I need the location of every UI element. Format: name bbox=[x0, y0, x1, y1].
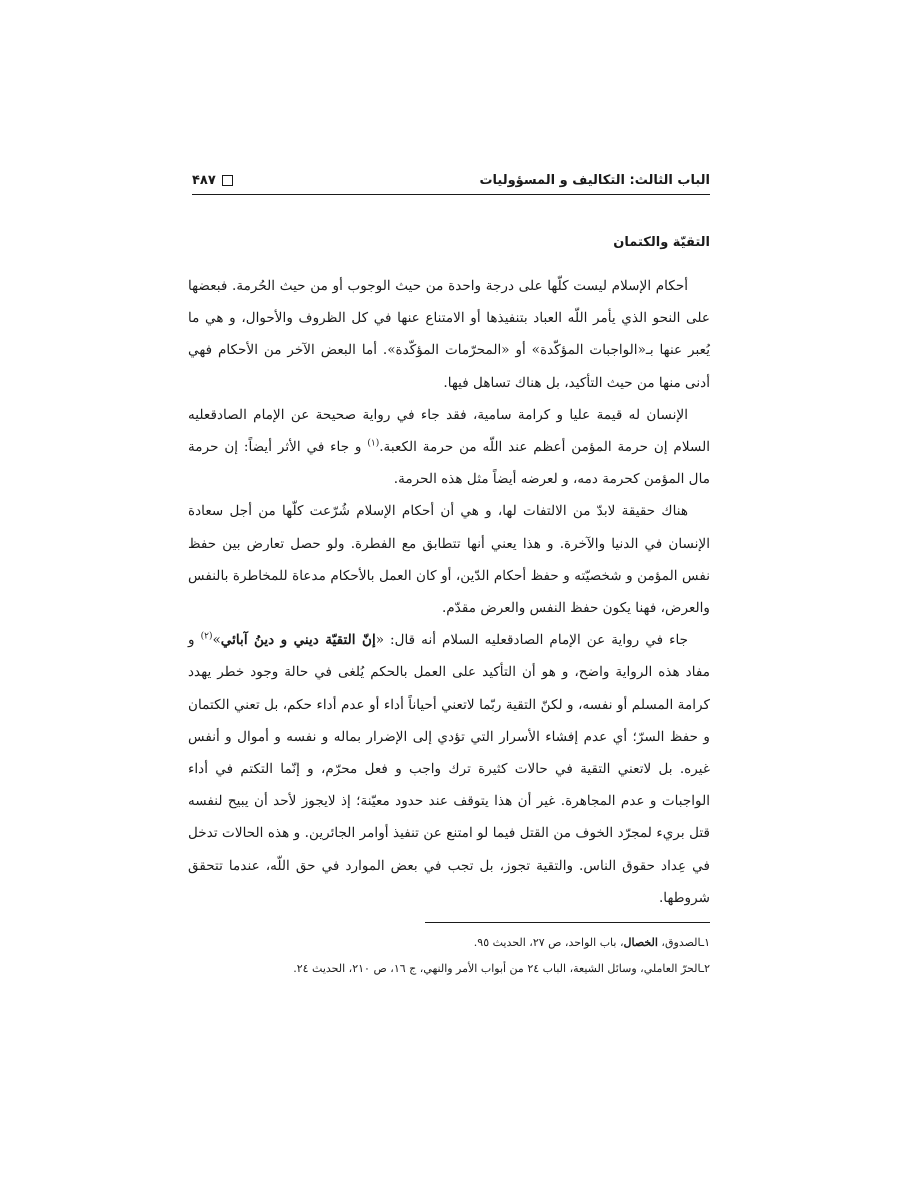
footnote-author: الحرّ العاملي، bbox=[636, 962, 701, 975]
paragraph-text: الإنسان له قيمة عليا و كرامة سامية، فقد جاء في رواية صحيحة عن الإمام الصادقعليه السلام إن حرمة المؤمن أعظم عند اللّه من حرمة الكعبة. bbox=[188, 406, 710, 456]
footnote-citation: ، باب الواحد، ص ٢٧، الحديث ٩٥. bbox=[473, 936, 624, 949]
paragraph-text: و مفاد هذه الرواية واضح، و هو أن التأكيد على العمل بالحكم يُلغى في حالة وجود خطر يهدد كرامة المسلم أو نفسه، و لكنّ التقية ربّما لاتعني أحياناً أداء أو عدم أداء حكم، بل تعني الكتمان و حفظ السرّ؛ أي عدم إفشاء الأسرار التي تؤدي إلى الإضرار بماله و نفسه و أموال و أنفس غيره. بل لاتعني التقية في حالات كثيرة ترك واجب و فعل محرّم، و إنّما التكتم في أداء الواجبات و عدم المجاهرة. غير أن هذا يتوقف عند حدود معيّنة؛ إذ لايجوز لأحد أن يبيح لنفسه قتل بريء لمجرّد الخوف من القتل فيما لو امتنع عن تنفيذ أوامر الجائرين. و هذه الحالات تدخل في عِداد حقوق الناس. والتقية تجوز، بل تجب في بعض الموارد في حق اللّه، عندما تتحقق شروطها. bbox=[188, 632, 710, 906]
paragraph: أحكام الإسلام ليست كلّها على درجة واحدة من حيث الوجوب أو من حيث الحُرمة. فبعضها على النحو الذي يأمر اللّه العباد بتنفيذها أو الامتناع عنها في كل الظروف والأحوال، و هي ما يُعبر عنها بـ«الواجبات المؤكّدة» أو «المحرّمات المؤكّدة». أما البعض الآخر من الأحكام فهي أدنى منها من حيث التأكيد، بل هناك تساهل فيها. bbox=[188, 278, 710, 391]
paragraph bbox=[188, 399, 710, 496]
hadith-quote: إنّ التقيّة ديني و دينُ آبائي bbox=[220, 632, 376, 649]
chapter-title: الباب الثالث: التكاليف و المسؤوليات bbox=[479, 172, 710, 188]
page-number: ۴۸۷ bbox=[192, 172, 216, 188]
section-title: التقيّة والكتمان bbox=[613, 235, 710, 250]
footnote-number: ١ـ bbox=[700, 936, 710, 949]
footnote-citation: ، الباب ٢٤ من أبواب الأمر والنهي، ج ١٦، ص ٢١٠، الحديث ٢٤. bbox=[293, 962, 574, 975]
main-text bbox=[188, 232, 710, 914]
footnotes bbox=[188, 930, 710, 982]
quote-close: » bbox=[212, 632, 221, 649]
footnote-ref: (١) bbox=[367, 438, 380, 449]
paragraph: هناك حقيقة لابدّ من الالتفات لها، و هي أن أحكام الإسلام شُرّعت كلّها من أجل سعادة الإنسان في الدنيا والآخرة. و هذا يعني أنها تتطابق مع الفطرة. ولو حصل تعارض بين حفظ نفس المؤمن و شخصيّته و حفظ أحكام الدّين، أو كان العمل بالأحكام مدعاة للمخاطرة بالنفس والعرض، فهنا يكون حفظ النفس والعرض مقدّم. bbox=[188, 503, 710, 617]
paragraph-text: و جاء في الأثر أيضاً: إن حرمة مال المؤمن كحرمة دمه، و لعرضه أيضاً مثل هذه الحرمة. bbox=[188, 439, 710, 488]
paragraph-text: جاء في رواية عن الإمام الصادقعليه السلام أنه قال: « bbox=[375, 632, 689, 649]
header-rule bbox=[192, 194, 710, 195]
footnote-number: ٢ـ bbox=[700, 962, 710, 975]
footnote-book: وسائل الشيعة bbox=[573, 962, 637, 975]
footnote bbox=[188, 930, 710, 956]
running-header bbox=[192, 168, 710, 192]
footnote bbox=[188, 956, 710, 982]
footnote-author: الصدوق، bbox=[657, 936, 701, 949]
paragraph bbox=[188, 624, 710, 914]
footnote-book: الخصال bbox=[623, 936, 658, 949]
page-number-block bbox=[192, 173, 233, 188]
square-ornament-icon bbox=[222, 175, 233, 186]
footnote-rule bbox=[425, 922, 710, 923]
footnote-ref: (٢) bbox=[200, 631, 213, 642]
